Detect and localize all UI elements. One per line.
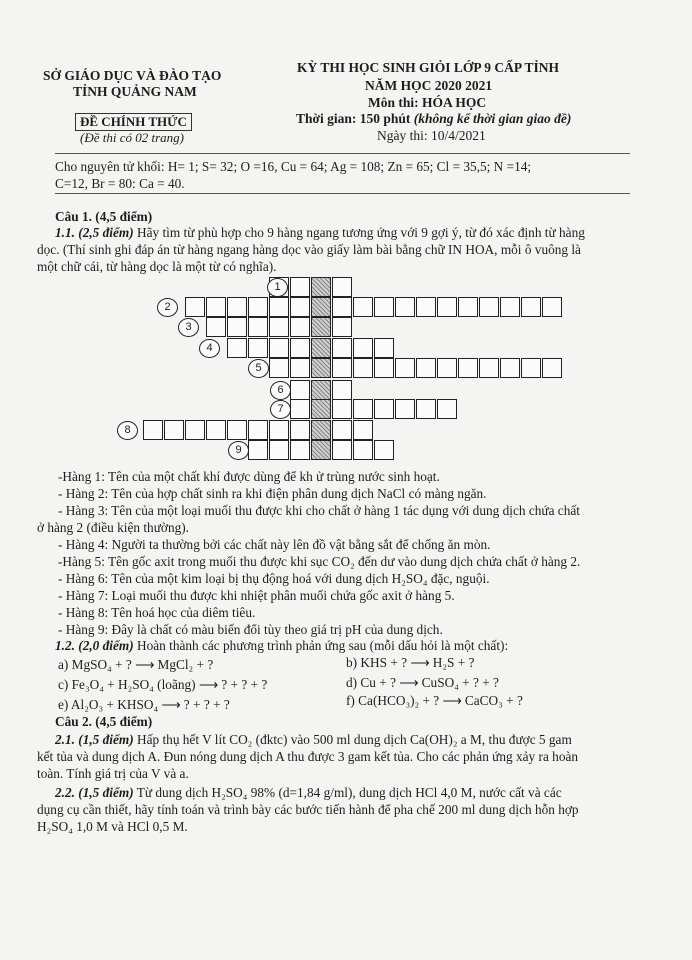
crossword-cell <box>416 399 436 419</box>
q1-title: Câu 1. (4,5 điểm) <box>55 209 153 224</box>
official-label: ĐỀ CHÍNH THỨC <box>75 113 192 131</box>
crossword-cell <box>374 297 394 317</box>
crossword-cell <box>416 358 436 378</box>
q2-2-line3: H₂SO₄ 1,0 M và HCl 0,5 M. <box>37 819 188 834</box>
department-line1: SỞ GIÁO DỤC VÀ ĐÀO TẠO <box>43 68 222 83</box>
crossword-row-number: 2 <box>157 298 178 317</box>
crossword-cell <box>206 420 226 440</box>
crossword-cell <box>332 380 352 400</box>
hint-row-5: -Hàng 5: Tên gốc axit trong muối thu được khi sục CO₂ đến dư vào dung dịch chứa chất ở hàng 2. <box>58 554 581 569</box>
crossword-row-number: 5 <box>248 359 269 378</box>
hint-row-8: - Hàng 8: Tên hoá học của diêm tiêu. <box>58 605 256 620</box>
crossword-cell <box>437 358 457 378</box>
crossword-cell <box>248 338 268 358</box>
hint-row-9: - Hàng 9: Đây là chất có màu biến đổi tùy theo giá trị pH của dung dịch. <box>58 622 443 637</box>
time-line: Thời gian: 150 phút (không kể thời gian giao đề) <box>296 111 572 126</box>
crossword-cell <box>374 440 394 460</box>
crossword-cell <box>290 317 310 337</box>
crossword-row-number: 9 <box>228 441 249 460</box>
crossword-key-cell <box>311 420 331 440</box>
crossword-cell <box>374 399 394 419</box>
crossword-cell <box>290 399 310 419</box>
crossword-cell <box>248 420 268 440</box>
equation-e: e) Al₂O₃ + KHSO₄ ⟶ ? + ? + ? <box>58 697 230 712</box>
crossword-cell <box>290 420 310 440</box>
crossword-cell <box>332 338 352 358</box>
crossword-cell <box>248 440 268 460</box>
hint-row-3-cont: ở hàng 2 (điều kiện thường). <box>37 520 189 535</box>
q1-1-line1: 1.1. (2,5 điểm) Hãy tìm từ phù hợp cho 9 hàng ngang tương ứng với 9 gợi ý, từ đó xác định từ hàng <box>55 225 585 240</box>
crossword-row-number: 8 <box>117 421 138 440</box>
crossword-cell <box>395 399 415 419</box>
crossword-cell <box>290 380 310 400</box>
crossword-cell <box>248 317 268 337</box>
crossword-cell <box>479 358 499 378</box>
crossword-cell <box>290 277 310 297</box>
school-year: NĂM HỌC 2020 2021 <box>365 78 493 93</box>
department-line2: TỈNH QUẢNG NAM <box>73 84 197 99</box>
crossword-key-cell <box>311 440 331 460</box>
crossword-cell <box>542 358 562 378</box>
crossword-cell <box>269 297 289 317</box>
hint-row-3: - Hàng 3: Tên của một loại muối thu được khi cho chất ở hàng 1 tác dụng với dung dịch chứa chất <box>58 503 580 518</box>
divider-bottom <box>55 193 630 194</box>
crossword-row-number: 3 <box>178 318 199 337</box>
crossword-key-cell <box>311 380 331 400</box>
hint-row-2: - Hàng 2: Tên của hợp chất sinh ra khi điện phân dung dịch NaCl có màng ngăn. <box>58 486 487 501</box>
q2-1-line3: toàn. Tính giá trị của V và a. <box>37 766 189 781</box>
crossword-cell <box>227 338 247 358</box>
crossword-cell <box>185 420 205 440</box>
crossword-cell <box>458 358 478 378</box>
crossword-cell <box>500 358 520 378</box>
crossword-cell <box>269 420 289 440</box>
crossword-cell <box>269 358 289 378</box>
q2-2-line2: dụng cụ cần thiết, hãy tính toán và trình bày các bước tiến hành để pha chế 200 ml dung dịch hỗn hợp <box>37 802 579 817</box>
crossword-key-cell <box>311 297 331 317</box>
crossword-key-cell <box>311 277 331 297</box>
crossword-row-number: 4 <box>199 339 220 358</box>
exam-title: KỲ THI HỌC SINH GIỎI LỚP 9 CẤP TỈNH <box>297 60 560 75</box>
crossword-cell <box>290 297 310 317</box>
crossword-cell <box>542 297 562 317</box>
crossword-cell <box>332 297 352 317</box>
hint-row-7: - Hàng 7: Loại muối thu được khi nhiệt phân muối chứa gốc axit ở hàng 5. <box>58 588 455 603</box>
crossword-cell <box>458 297 478 317</box>
crossword-cell <box>332 440 352 460</box>
crossword-cell <box>227 297 247 317</box>
crossword-cell <box>416 297 436 317</box>
crossword-key-cell <box>311 338 331 358</box>
crossword-cell <box>437 399 457 419</box>
equation-f: f) Ca(HCO₃)₂ + ? ⟶ CaCO₃ + ? <box>346 693 523 708</box>
hint-row-1: -Hàng 1: Tên của một chất khí được dùng để kh ử trùng nước sinh hoạt. <box>58 469 440 484</box>
q1-2-intro: 1.2. (2,0 điểm) Hoàn thành các phương trình phản ứng sau (mỗi dấu hỏi là một chất): <box>55 638 509 653</box>
hint-row-6: - Hàng 6: Tên của một kim loại bị thụ động hoá với dung dịch H₂SO₄ đặc, nguội. <box>58 571 490 586</box>
crossword-cell <box>290 440 310 460</box>
crossword-cell <box>353 440 373 460</box>
q2-1-line2: kết tủa và dung dịch A. Đun nóng dung dịch A thu được 3 gam kết tủa. Cho các phản ứng xảy ra hoàn <box>37 749 579 764</box>
crossword-row-number: 1 <box>267 278 288 297</box>
crossword-cell <box>521 297 541 317</box>
crossword-key-cell <box>311 399 331 419</box>
crossword-cell <box>437 297 457 317</box>
crossword-key-cell <box>311 317 331 337</box>
equation-b: b) KHS + ? ⟶ H₂S + ? <box>346 655 475 670</box>
crossword-cell <box>332 399 352 419</box>
crossword-cell <box>269 440 289 460</box>
q2-1-line1: 2.1. (1,5 điểm) Hấp thụ hết V lít CO₂ (đktc) vào 500 ml dung dịch Ca(OH)₂ a M, thu được 5 gam <box>55 732 572 747</box>
pages-note: (Đề thi có 02 trang) <box>80 130 184 145</box>
crossword-cell <box>353 358 373 378</box>
crossword-cell <box>206 297 226 317</box>
crossword-cell <box>248 297 268 317</box>
atomic-masses-line1: Cho nguyên tử khối: H= 1; S= 32; O =16, Cu = 64; Ag = 108; Zn = 65; Cl = 35,5; N =14; <box>55 159 532 174</box>
equation-a: a) MgSO₄ + ? ⟶ MgCl₂ + ? <box>58 657 214 672</box>
equation-c: c) Fe₃O₄ + H₂SO₄ (loãng) ⟶ ? + ? + ? <box>58 677 268 692</box>
divider-top <box>55 153 630 154</box>
crossword-cell <box>290 338 310 358</box>
q1-1-line3: một chữ cái, từ hàng dọc là một từ có nghĩa). <box>37 259 277 274</box>
q2-title: Câu 2. (4,5 điểm) <box>55 714 153 729</box>
crossword-cell <box>206 317 226 337</box>
q1-1-line2: dọc. (Thí sinh ghi đáp án từ hàng ngang hàng dọc vào giấy làm bài bằng chữ IN HOA, mỗi ô vuông là <box>37 242 581 257</box>
crossword-cell <box>290 358 310 378</box>
crossword-cell <box>269 317 289 337</box>
crossword-cell <box>185 297 205 317</box>
crossword-cell <box>395 358 415 378</box>
crossword-cell <box>521 358 541 378</box>
crossword-cell <box>269 338 289 358</box>
crossword-cell <box>500 297 520 317</box>
crossword-row-number: 7 <box>270 400 291 419</box>
atomic-masses-line2: C=12, Br = 80: Ca = 40. <box>55 176 185 191</box>
crossword-row-number: 6 <box>270 381 291 400</box>
subject-line: Môn thi: HÓA HỌC <box>368 95 487 110</box>
crossword-cell <box>332 277 352 297</box>
crossword-cell <box>353 297 373 317</box>
crossword-cell <box>353 399 373 419</box>
crossword-cell <box>374 338 394 358</box>
crossword-key-cell <box>311 358 331 378</box>
crossword-cell <box>164 420 184 440</box>
crossword-cell <box>374 358 394 378</box>
crossword-cell <box>332 358 352 378</box>
crossword-cell <box>353 420 373 440</box>
crossword-cell <box>227 420 247 440</box>
crossword-cell <box>332 420 352 440</box>
crossword-cell <box>227 317 247 337</box>
q2-2-line1: 2.2. (1,5 điểm) Từ dung dịch H₂SO₄ 98% (d=1,84 g/ml), dung dịch HCl 4,0 M, nước cất và các <box>55 785 562 800</box>
equation-d: d) Cu + ? ⟶ CuSO₄ + ? + ? <box>346 675 499 690</box>
exam-date: Ngày thi: 10/4/2021 <box>377 128 486 143</box>
crossword-cell <box>332 317 352 337</box>
crossword-cell <box>143 420 163 440</box>
crossword-cell <box>353 338 373 358</box>
crossword-cell <box>479 297 499 317</box>
hint-row-4: - Hàng 4: Người ta thường bởi các chất này lên đồ vật bằng sắt để chống ăn mòn. <box>58 537 491 552</box>
crossword-cell <box>395 297 415 317</box>
